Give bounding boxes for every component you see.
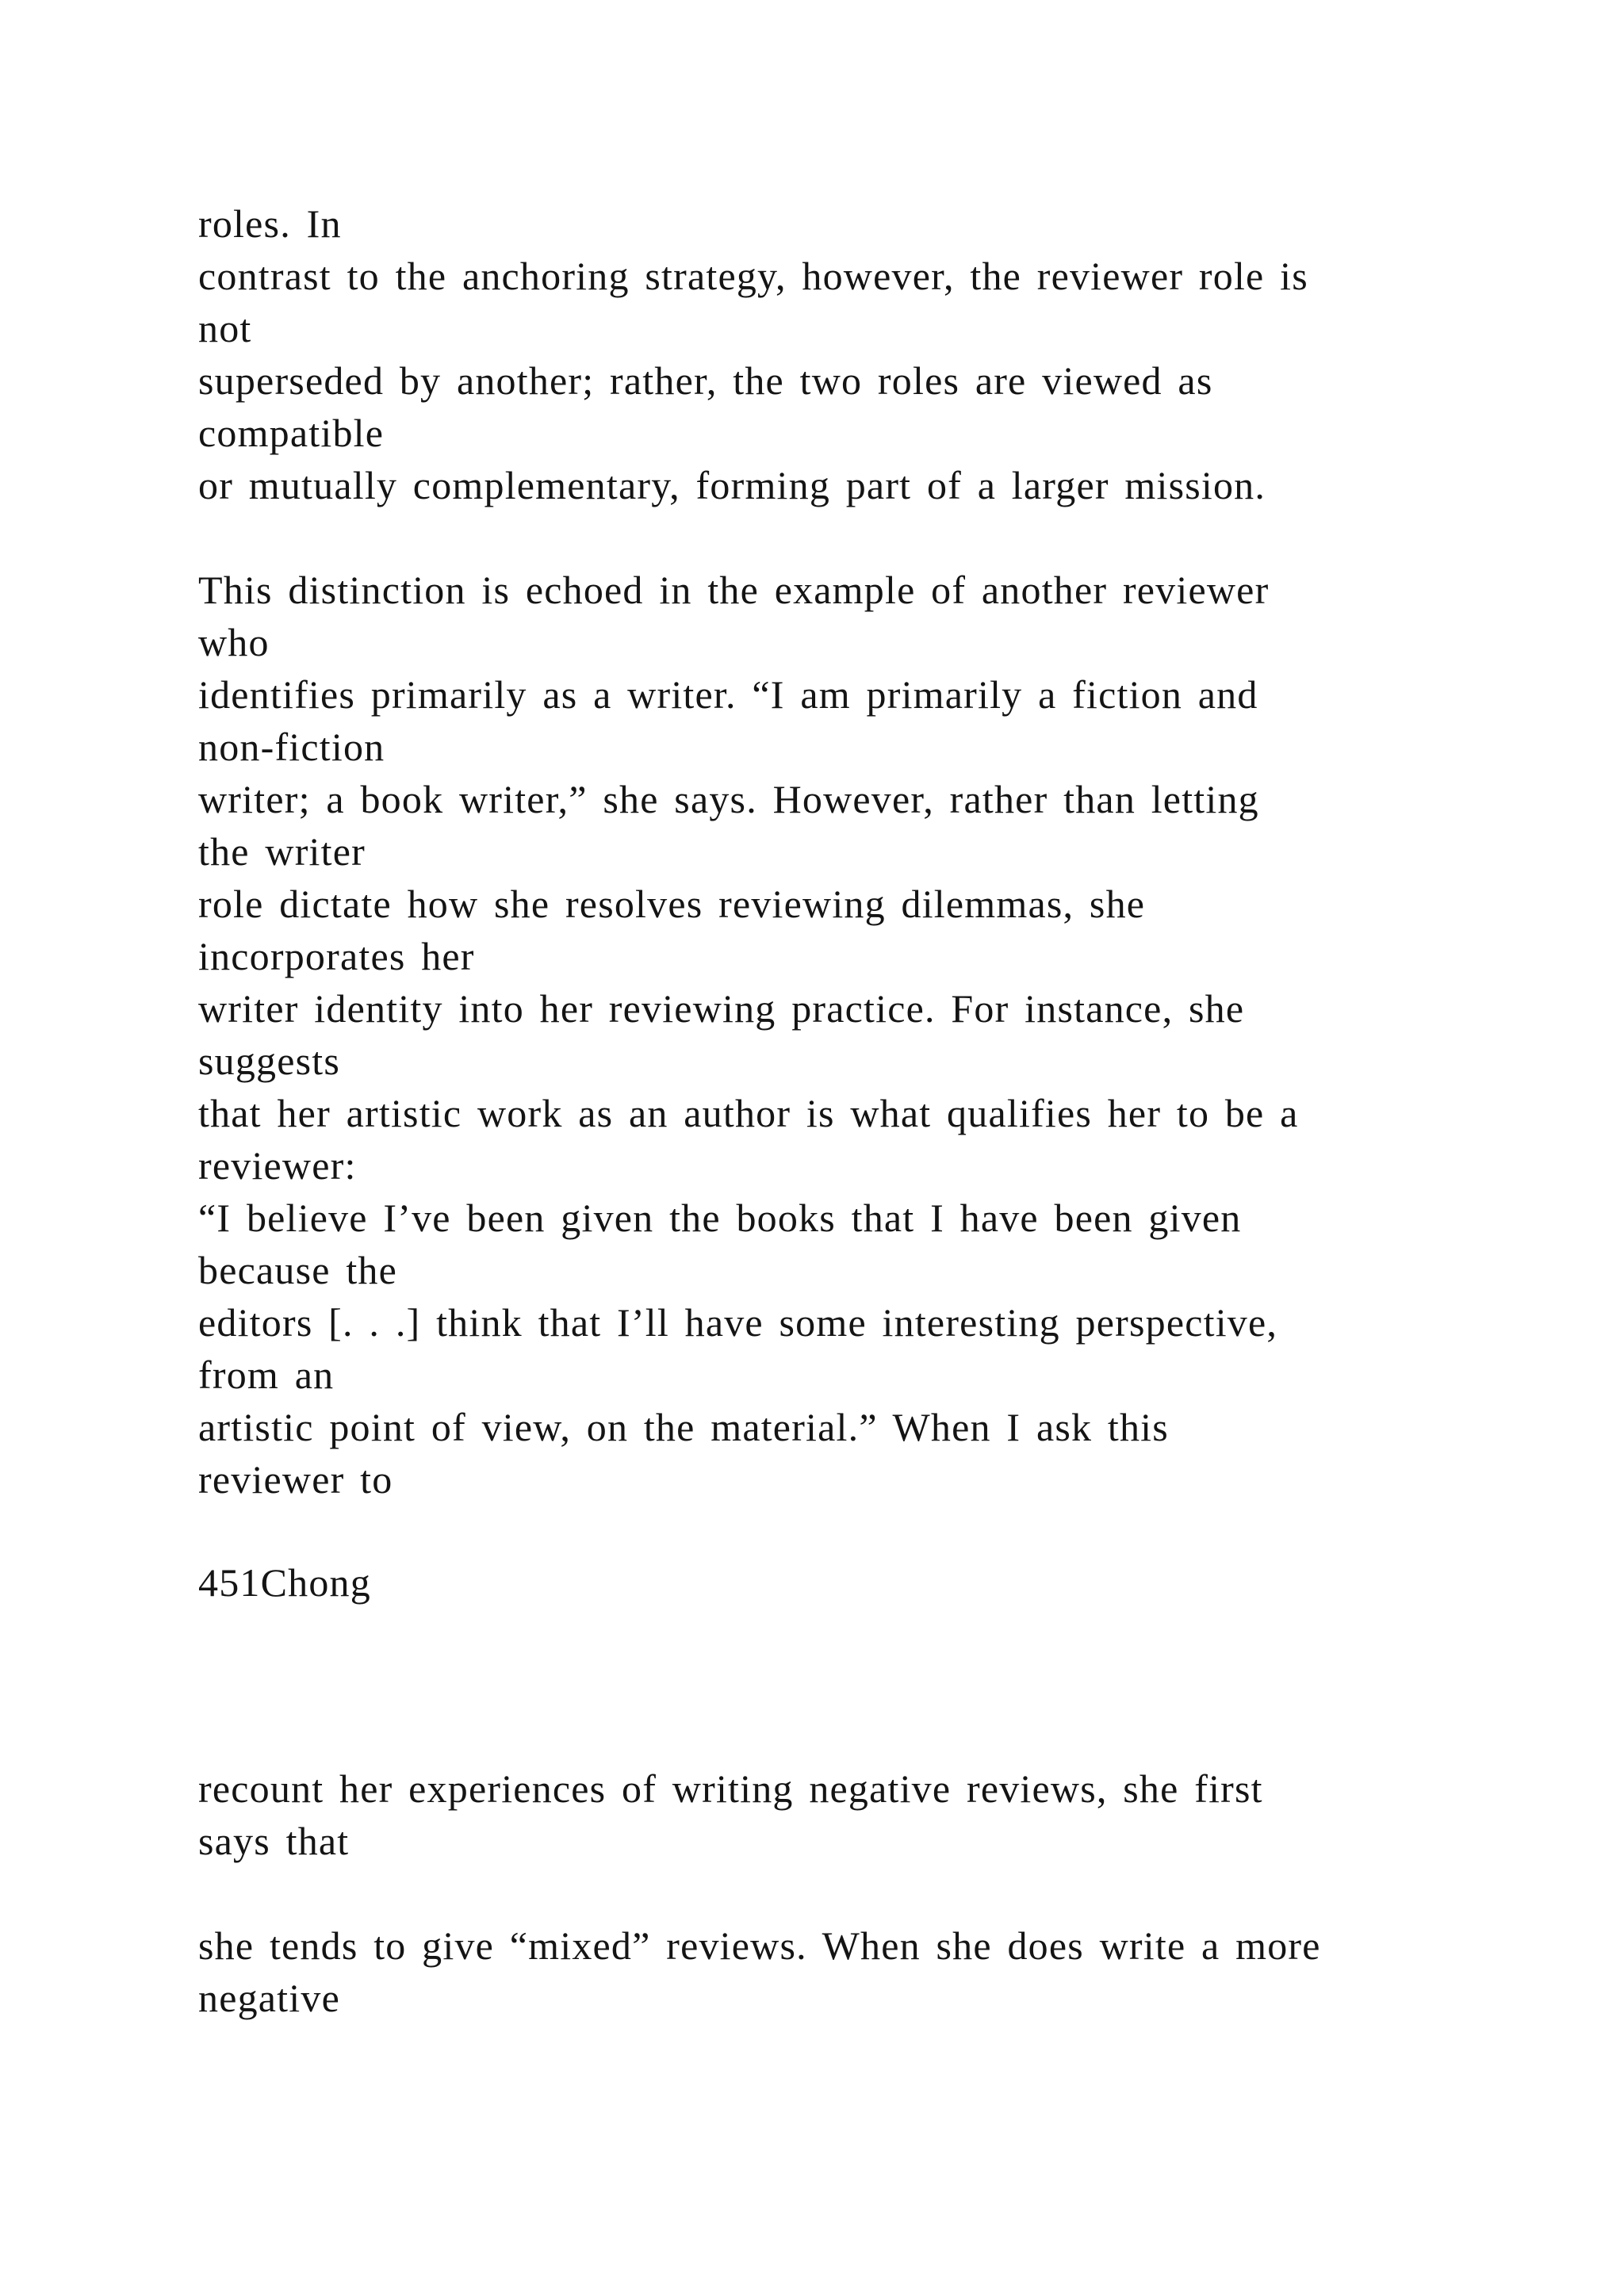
text-line: artistic point of view, on the material.” When I ask this: [198, 1405, 1169, 1449]
text-line: writer; a book writer,” she says. However, rather than letting: [198, 777, 1259, 821]
text-line: role dictate how she resolves reviewing dilemmas, she: [198, 882, 1146, 926]
text-line: recount her experiences of writing negative reviews, she first: [198, 1766, 1263, 1811]
text-line: not: [198, 306, 252, 350]
text-line: reviewer to: [198, 1457, 393, 1502]
text-line: writer identity into her reviewing practice. For instance, she: [198, 986, 1245, 1031]
text-line: who: [198, 620, 270, 664]
text-line: from an: [198, 1353, 335, 1397]
text-line: or mutually complementary, forming part of a larger mission.: [198, 463, 1266, 507]
text-line: contrast to the anchoring strategy, however, the reviewer role is: [198, 254, 1308, 298]
text-line: that her artistic work as an author is what qualifies her to be a: [198, 1091, 1299, 1135]
text-line: This distinction is echoed in the example of another reviewer: [198, 568, 1270, 612]
text-line: negative: [198, 1976, 340, 2020]
text-line: superseded by another; rather, the two roles are viewed as: [198, 358, 1213, 403]
text-line: incorporates her: [198, 934, 475, 978]
text-line: compatible: [198, 411, 385, 455]
text-line: roles. In: [198, 201, 342, 246]
text-line: she tends to give “mixed” reviews. When she does write a more: [198, 1923, 1321, 1968]
text-line: says that: [198, 1819, 350, 1863]
page-footer: 451Chong: [198, 1560, 371, 1605]
text-line: because the: [198, 1248, 398, 1292]
text-line: “I believe I’ve been given the books that I have been given: [198, 1196, 1242, 1240]
text-line: editors [. . .] think that I’ll have some interesting perspective,: [198, 1300, 1278, 1345]
text-line: suggests: [198, 1039, 341, 1083]
text-line: non-fiction: [198, 725, 385, 769]
text-line: identifies primarily as a writer. “I am primarily a fiction and: [198, 672, 1258, 717]
text-line: reviewer:: [198, 1143, 357, 1188]
text-line: the writer: [198, 829, 366, 874]
